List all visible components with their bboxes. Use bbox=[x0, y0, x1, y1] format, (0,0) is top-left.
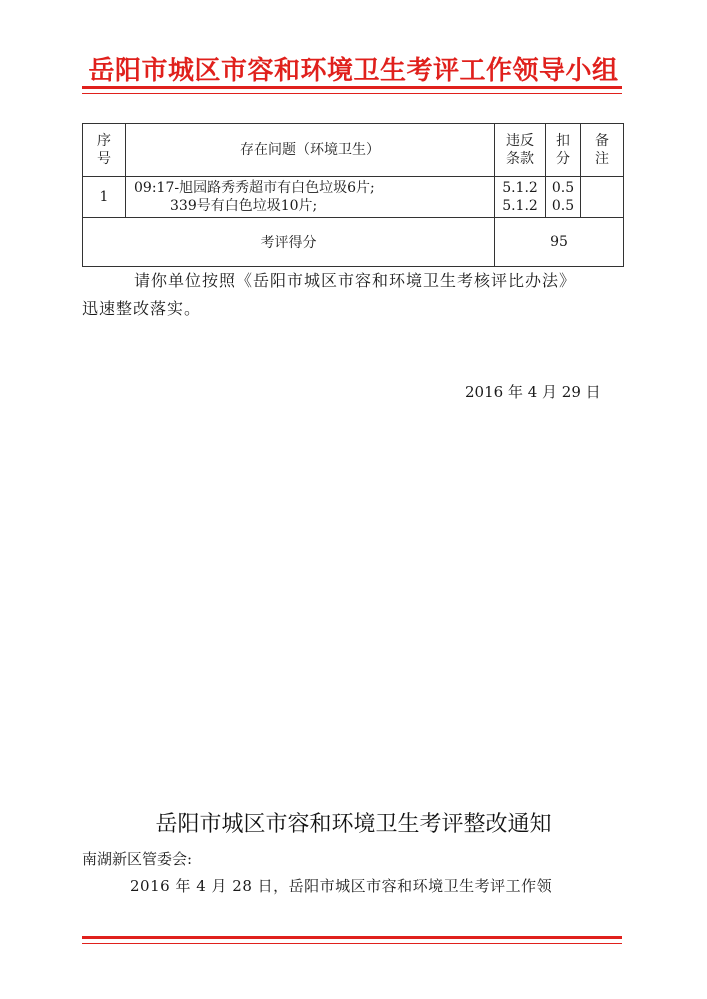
row-deducts: 0.5 0.5 bbox=[546, 177, 581, 218]
letterhead-title: 岳阳市城区市容和环境卫生考评工作领导小组 bbox=[88, 56, 619, 86]
letterhead-rule-thin bbox=[82, 93, 622, 94]
issue-line: 339号有白色垃圾10片; bbox=[170, 198, 318, 214]
notice-title: 岳阳市城区市容和环境卫生考评整改通知 bbox=[155, 812, 552, 837]
row-note bbox=[581, 177, 624, 218]
header-seq: 序 号 bbox=[83, 124, 126, 177]
table-row bbox=[83, 177, 624, 218]
header-deduct: 扣 分 bbox=[546, 124, 581, 177]
letterhead-rule-thick bbox=[82, 86, 622, 89]
score-value: 95 bbox=[495, 218, 624, 267]
footer-rule-thin bbox=[82, 943, 622, 944]
table-header-row bbox=[83, 124, 624, 177]
score-row bbox=[83, 218, 624, 267]
row-seq: 1 bbox=[83, 177, 126, 218]
issue-date: 2016 年 4 月 29 日 bbox=[465, 383, 601, 401]
footer-rule-thick bbox=[82, 936, 622, 939]
notice-body: 2016 年 4 月 28 日，岳阳市城区市容和环境卫生考评工作领 bbox=[130, 877, 553, 895]
score-label: 考评得分 bbox=[83, 218, 495, 267]
header-clause: 违反 条款 bbox=[495, 124, 546, 177]
row-clauses: 5.1.2 5.1.2 bbox=[495, 177, 546, 218]
issues-table bbox=[82, 123, 624, 267]
instruction-line-2: 迅速整改落实。 bbox=[82, 299, 202, 318]
row-issue bbox=[126, 177, 495, 218]
issue-line: 09:17-旭园路秀秀超市有白色垃圾6片; bbox=[134, 180, 375, 196]
header-issue: 存在问题（环境卫生） bbox=[126, 124, 495, 177]
instruction-line-1: 请你单位按照《岳阳市城区市容和环境卫生考核评比办法》 bbox=[134, 271, 577, 290]
notice-addressee: 南湖新区管委会: bbox=[82, 850, 193, 868]
header-note: 备 注 bbox=[581, 124, 624, 177]
